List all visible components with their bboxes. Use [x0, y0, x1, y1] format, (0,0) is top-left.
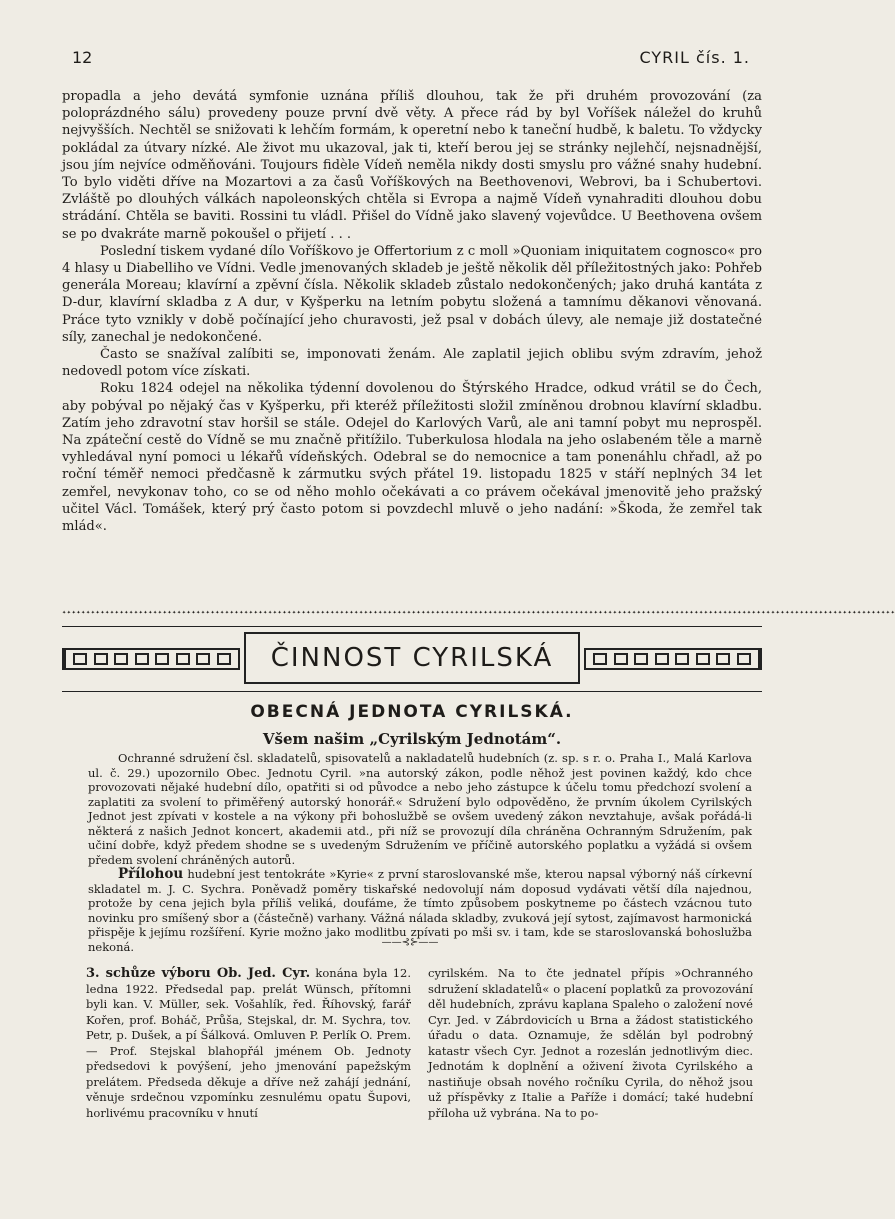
ornament-square-icon — [155, 653, 169, 665]
column-paragraph: cyrilském. Na to čte jednatel přípis »Ochranného sdružení skladatelů« o placení poplatků za provozování děl hudebních, zprávu kaplana Spaleho o založení nové Cyr. Jed. v Zábrdovicích u Brna a žádost statistického úřadu o data. Oznamuje, že sdělán byl podrobný katastr všech Cyr. Jednot a rozeslán jednotlivým diec. Jednotám k doplnění a oživení života Cyrilského a nastiňuje obsah nového ročníku Cyrila, do něhož jsou už příspěvky z Italie a Paříže i domácí; také hudební příloha už vybrána. Na to po- — [428, 966, 753, 1120]
banner-rule-bottom — [62, 691, 762, 692]
article-body — [62, 88, 762, 535]
section-paragraph: Ochranné sdružení čsl. skladatelů, spisovatelů a nakladatelů hudebních (z. sp. s r. o. Praha I., Malá Karlova ul. č. 29.) upozornilo Obec. Jednotu Cyril. »na autorský zákon, podle něhož jest povinen každý, kdo chce provozovati nějaké hudební dílo, opatřiti si od původce a nebo jeho zástupce k účelu tomu předchozí svolení a zaplatiti za svolení to přiměřený autorský honorář.« Sdružení bylo odpověděno, že prvním úkolem Cyrilských Jednot jest zpívati v kostele a na výkony při bohoslužbě se ovšem uvedený zákon nevztahuje, avšak pořádá-li některá z našich Jednot koncert, akademii atd., při níž se provozují díla chráněna Ochranným Sdružením, pak učiní dobře, když předem shodne se s uvedeným Sdružením ve příčině autorského poplatku a vyžádá si ovšem předem svolení chráněných autorů. — [88, 751, 752, 867]
section-divider: ——⊰⊱—— — [381, 937, 439, 948]
ornament-square-icon — [94, 653, 108, 665]
section-subheading: Všem našim „Cyrilským Jednotám“. — [262, 730, 562, 748]
ornament-divider: ✦✦✦✦✦✦✦✦✦✦✦✦✦✦✦✦✦✦✦✦✦✦✦✦✦✦✦✦✦✦✦✦✦✦✦✦✦✦✦✦✦✦✦✦✦✦✦✦✦✦✦✦✦✦✦✦✦✦✦✦✦✦✦✦✦✦✦✦✦✦✦✦✦✦✦✦✦✦✦✦✦✦✦✦✦✦✦✦✦✦✦✦✦✦✦✦✦✦✦✦✦✦✦✦✦✦✦✦✦✦✦✦✦✦✦✦✦✦✦✦✦✦✦✦✦✦✦✦✦✦✦✦✦✦✦✦✦✦✦✦✦✦✦✦✦✦✦✦✦✦✦✦✦✦✦✦✦✦✦✦✦✦✦✦✦✦✦✦✦✦✦✦✦✦ — [62, 610, 895, 616]
article-paragraph: Často se snažíval zalíbiti se, imponovati ženám. Ale zaplatil jejich oblibu svým zdravím, jehož nedovedl potom více získati. — [62, 347, 762, 380]
ornament-square-icon — [593, 653, 607, 665]
banner-rule-top — [62, 626, 762, 627]
page-number: 12 — [72, 48, 93, 67]
section-banner — [62, 626, 762, 692]
ornament-square-icon — [196, 653, 210, 665]
paragraph-lead: Přílohou — [118, 866, 184, 882]
ornament-square-icon — [176, 653, 190, 665]
running-head: CYRIL čís. 1. — [639, 48, 750, 67]
paragraph-lead: 3. schůze výboru Ob. Jed. Cyr. — [86, 966, 311, 981]
paragraph-text: konána byla 12. ledna 1922. Předsedal pap. prelát Wünsch, přítomni byli kan. V. Müller, sek. Vošahlík, řed. Říhovský, farář Kořen, prof. Boháč, Průša, Stejskal, dr. M. Sychra, tov. Petr, p. Dušek, a pí Šálková. Omluven P. Perlík O. Prem. — Prof. Stejskal blahopřál jménem Ob. Jednoty předsedovi k povýšení, jeho jmenování papežským prelátem. Předseda děkuje a dříve než zahájí jednání, věnuje srdečnou vzpomínku zesnulému opatu Šupovi, horlivému pracovníku v hnutí — [86, 966, 411, 1120]
paragraph-text: hudební jest tentokráte »Kyrie« z první staroslovanské mše, kterou napsal výborný náš církevní skladatel m. J. C. Sychra. Poněvadž poměry tiskařské nedovolují nám doposud vydávati větší díla najednou, protože by cena jejich byla příliš veliká, doufáme, že tímto způsobem poskytneme po částech vzácnou tuto novinku pro smíšený sbor a (částečně) varhany. Vážná nálada skladby, zvuková její sytost, zajímavost harmonická přispěje k jejímu rozšíření. Kyrie možno jako modlitbu zpívati po mši sv. i tam, kde se staroslovanská bohoslužba nekoná. — [88, 867, 752, 954]
ornament-square-icon — [675, 653, 689, 665]
banner-ornament-left — [62, 648, 240, 670]
article-paragraph: Poslední tiskem vydané dílo Voříškovo je Offertorium z c moll »Quoniam iniquitatem cognosco« pro 4 hlasy u Diabelliho ve Vídni. Vedle jmenovaných skladeb je ještě několik děl příležitostných jako: Pohřeb generála Moreau; klavírní a zpěvní čísla. Několik skladeb zůstalo nedokončených; jako druhá kantáta z D-dur, klavírní skladba z A dur, v Kyšperku na letním pobytu složená a tamnímu děkanovi věnovaná. Práce tyto vznikly v době počínající jeho churavosti, jež psal v dobách úlevy, ale nemaje již dostatečné síly, zanechal je nedokončené. — [62, 243, 762, 345]
banner-title: ČINNOST CYRILSKÁ — [244, 632, 580, 684]
page-header — [72, 48, 750, 72]
ornament-square-icon — [73, 653, 87, 665]
banner-ornament-right — [584, 648, 762, 670]
ornament-square-icon — [614, 653, 628, 665]
column-left — [86, 966, 411, 1121]
section-heading: OBECNÁ JEDNOTA CYRILSKÁ. — [250, 702, 574, 722]
ornament-square-icon — [716, 653, 730, 665]
ornament-square-icon — [655, 653, 669, 665]
ornament-square-icon — [634, 653, 648, 665]
ornament-square-icon — [114, 653, 128, 665]
column-right — [428, 966, 753, 1121]
ornament-square-icon — [217, 653, 231, 665]
ornament-square-icon — [737, 653, 751, 665]
ornament-square-icon — [696, 653, 710, 665]
column-paragraph — [86, 966, 411, 1121]
section-body — [88, 751, 752, 954]
ornament-square-icon — [135, 653, 149, 665]
article-paragraph: Roku 1824 odejel na několika týdenní dovolenou do Štýrského Hradce, odkud vrátil se do Čech, aby pobýval po nějaký čas v Kyšperku, při kteréž příležitosti složil zmíněnou drobnou klavírní skladbu. Zatím jeho zdravotní stav horšil se stále. Odejel do Karlových Varů, ale ani tamní pobyt mu neprospěl. Na zpáteční cestě do Vídně se mu značně přitížilo. Tuberkulosa hlodala na jeho oslabeném těle a marně vyhledával nyní pomoci u lékařů vídeňských. Odebral se do nemocnice a tam ponenáhlu chřadl, až po roční téměř nemoci předčasně k zármutku svých přátel 19. listopadu 1825 v stáří neplných 34 let zemřel, nevykonav toho, co se od něho mohlo očekávati a co právem očekával jmenovitě jeho pražský učitel Václ. Tomášek, který prý často potom si povzdechl mluvě o jeho nadání: »Škoda, že zemřel tak mlád«. — [62, 381, 762, 535]
article-paragraph: propadla a jeho devátá symfonie uznána příliš dlouhou, tak že při druhém provozování (za poloprázdného sálu) provedeny pouze první dvě věty. A přece rád by byl Voříšek náležel do kruhů nejvyšších. Nechtěl se snižovati k lehčím formám, k operetní nebo k taneční hudbě, k baletu. To vždycky pokládal za útvary nízké. Ale život mu ukazoval, jak ti, kteří berou jej se stránky nejlehčí, nejsnadnější, jsou jím nejvíce odměňováni. Toujours fidèle Vídeň neměla nikdy dosti smyslu pro vážné snahy hudební. To bylo viděti dříve na Mozartovi a za časů Voříškových na Beethovenovi, Webrovi, ba i Schubertovi. Zvláště po dlouhých válkách napoleonských chtěla si Evropa a najmě Vídeň vynahraditi dlouhou dobu strádání. Chtěla se baviti. Rossini tu vládl. Přišel do Vídně jako slavený vojevůdce. U Beethovena ovšem se po dvakráte marně pokoušel o přijetí . . . — [62, 89, 762, 242]
